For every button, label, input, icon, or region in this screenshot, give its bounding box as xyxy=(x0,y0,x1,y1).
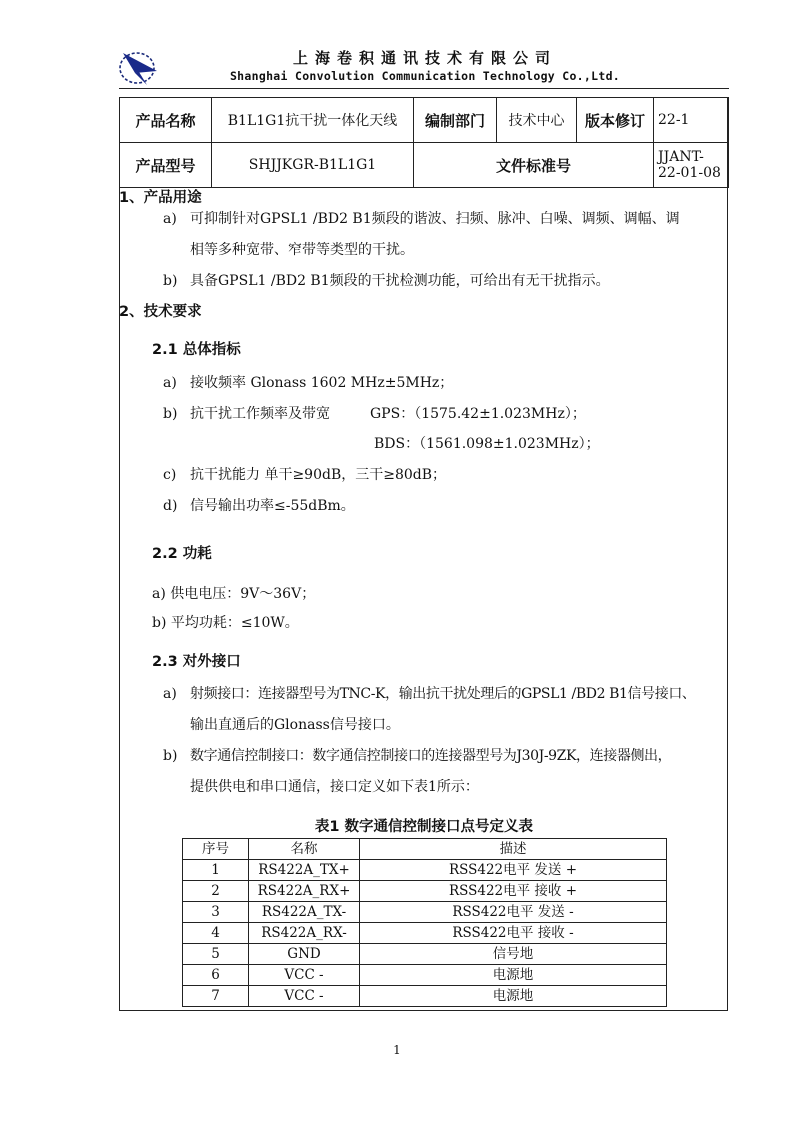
pin-description: RSS422电平 接收 + xyxy=(360,881,667,902)
s21-item-d-marker: d) xyxy=(163,498,178,514)
s23-item-b-marker: b) xyxy=(163,748,178,764)
s21-item-a-marker: a) xyxy=(163,375,177,391)
pin-name: GND xyxy=(249,944,360,965)
pin-name: RS422A_TX+ xyxy=(249,860,360,881)
s21-item-c-marker: c) xyxy=(163,467,177,483)
s21-item-d-text: 信号输出功率≤-55dBm。 xyxy=(190,498,355,514)
table1-caption: 表1 数字通信控制接口点号定义表 xyxy=(314,819,534,835)
product-model-value: SHJJKGR-B1L1G1 xyxy=(212,143,414,188)
pin-index: 3 xyxy=(183,902,249,923)
section1-heading: 1、产品用途 xyxy=(119,190,202,206)
s23-item-a-marker: a) xyxy=(163,686,177,702)
table-row xyxy=(183,902,667,923)
pin-description: RSS422电平 发送 - xyxy=(360,902,667,923)
dept-label: 编制部门 xyxy=(414,98,497,143)
revision-value: 22-1 xyxy=(654,98,729,143)
s21-item-b-text: 抗干扰工作频率及带宽 xyxy=(190,406,330,422)
pin-name: RS422A_TX- xyxy=(249,902,360,923)
s21-item-b-bds: BDS：（1561.098±1.023MHz）； xyxy=(374,436,600,452)
table-row xyxy=(183,944,667,965)
s21-item-a-text: 接收频率 Glonass 1602 MHz±5MHz； xyxy=(190,375,454,391)
file-standard-label: 文件标准号 xyxy=(414,143,654,188)
s23-item-a-line2: 输出直通后的Glonass信号接口。 xyxy=(190,717,400,733)
table-row xyxy=(183,923,667,944)
pin-index: 4 xyxy=(183,923,249,944)
s21-item-c-text: 抗干扰能力 单干≥90dB，三干≥80dB； xyxy=(190,467,447,483)
product-name-value: B1L1G1抗干扰一体化天线 xyxy=(212,98,414,143)
header-description: 描述 xyxy=(360,839,667,860)
pin-description: 电源地 xyxy=(360,965,667,986)
pin-description: 电源地 xyxy=(360,986,667,1007)
s1-item-b-line1: 具备GPSL1 /BD2 B1频段的干扰检测功能，可给出有无干扰指示。 xyxy=(190,273,610,289)
table-row xyxy=(183,881,667,902)
product-name-label: 产品名称 xyxy=(120,98,212,143)
table-row xyxy=(183,986,667,1007)
header-divider xyxy=(119,88,729,89)
pin-index: 2 xyxy=(183,881,249,902)
pin-description: 信号地 xyxy=(360,944,667,965)
dept-value: 技术中心 xyxy=(497,98,577,143)
section2-3-heading: 2.3 对外接口 xyxy=(152,654,241,670)
revision-label: 版本修订 xyxy=(577,98,654,143)
company-name-cn: 上海卷积通讯技术有限公司 xyxy=(292,49,557,67)
pin-name: RS422A_RX- xyxy=(249,923,360,944)
table-row xyxy=(183,965,667,986)
s23-item-b-line1: 数字通信控制接口：数字通信控制接口的连接器型号为J30J-9ZK，连接器侧出， xyxy=(190,748,672,764)
pin-index: 1 xyxy=(183,860,249,881)
pin-name: VCC - xyxy=(249,986,360,1007)
s1-item-a-line1: 可抑制针对GPSL1 /BD2 B1频段的谐波、扫频、脉冲、白噪、调频、调幅、调 xyxy=(190,211,680,227)
pin-name: RS422A_RX+ xyxy=(249,881,360,902)
s21-item-b-gps: GPS：（1575.42±1.023MHz）； xyxy=(370,406,586,422)
section2-heading: 2、技术要求 xyxy=(119,304,202,320)
page-number: 1 xyxy=(393,1043,401,1057)
s22-item-a: a) 供电电压：9V～36V； xyxy=(152,586,316,602)
s22-item-b: b) 平均功耗：≤10W。 xyxy=(152,615,299,631)
pin-index: 7 xyxy=(183,986,249,1007)
header-index: 序号 xyxy=(183,839,249,860)
pin-description: RSS422电平 接收 - xyxy=(360,923,667,944)
product-model-label: 产品型号 xyxy=(120,143,212,188)
product-info-table xyxy=(119,97,729,188)
pin-index: 6 xyxy=(183,965,249,986)
pin-index: 5 xyxy=(183,944,249,965)
pin-definition-table xyxy=(182,838,667,1007)
s1-item-a-line2: 相等多种宽带、窄带等类型的干扰。 xyxy=(190,242,414,258)
s21-item-b-marker: b) xyxy=(163,406,178,422)
s1-item-b-marker: b) xyxy=(163,273,178,289)
s23-item-b-line2: 提供供电和串口通信，接口定义如下表1所示： xyxy=(190,779,479,795)
header-name: 名称 xyxy=(249,839,360,860)
pin-description: RSS422电平 发送 + xyxy=(360,860,667,881)
section2-1-heading: 2.1 总体指标 xyxy=(152,342,241,358)
file-standard-value: JJANT-22-01-08 xyxy=(654,143,729,188)
s1-item-a-marker: a) xyxy=(163,211,177,227)
pin-name: VCC - xyxy=(249,965,360,986)
company-name-en: Shanghai Convolution Communication Technology Co.,Ltd. xyxy=(229,69,621,83)
section2-2-heading: 2.2 功耗 xyxy=(152,546,212,562)
s23-item-a-line1: 射频接口：连接器型号为TNC-K，输出抗干扰处理后的GPSL1 /BD2 B1信号接口、 xyxy=(190,686,696,702)
table-row xyxy=(183,860,667,881)
